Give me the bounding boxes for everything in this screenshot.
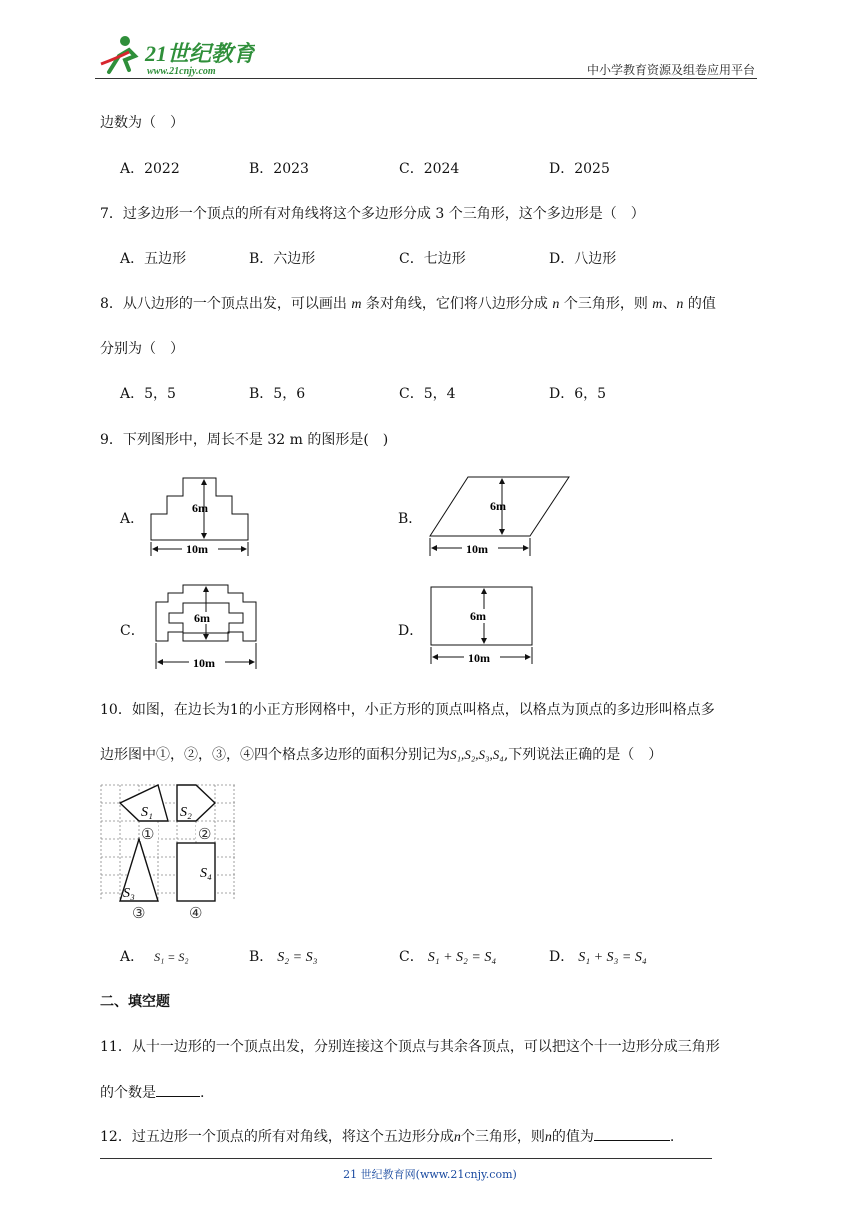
svg-text:6m: 6m <box>194 611 210 625</box>
q8-option-c[interactable]: C．5，4 <box>399 386 456 402</box>
q7-option-d[interactable]: D．八边形 <box>549 251 617 267</box>
q11-answer-blank[interactable] <box>156 1082 200 1097</box>
q6-option-c[interactable]: C．2024 <box>399 161 460 177</box>
svg-text:③: ③ <box>132 906 146 920</box>
svg-text:S₃: S₃ <box>123 886 135 901</box>
q10-option-a[interactable]: A． S₁ = S₂ <box>120 949 189 965</box>
logo-url: www.21cnjy.com <box>147 66 216 77</box>
q6-option-a[interactable]: A．2022 <box>120 161 180 177</box>
svg-text:10m: 10m <box>466 542 488 556</box>
header-divider <box>95 78 757 79</box>
q10-grid-figure <box>100 784 240 924</box>
q9-text: 9．下列图形中，周长不是 32 m 的图形是( ) <box>100 432 389 448</box>
q6-option-d[interactable]: D．2025 <box>549 161 610 177</box>
svg-text:S₄: S₄ <box>200 866 212 881</box>
logo-text: 21世纪教育 <box>145 41 255 66</box>
q8-option-b[interactable]: B．5，6 <box>249 386 306 402</box>
q8-option-d[interactable]: D．6，5 <box>549 386 607 402</box>
q7-option-a[interactable]: A．五边形 <box>120 251 187 267</box>
runner-icon <box>101 36 135 72</box>
svg-text:S₂: S₂ <box>180 805 192 820</box>
q8-option-a[interactable]: A．5，5 <box>120 386 176 402</box>
q9-option-a[interactable]: A． <box>120 511 145 527</box>
platform-name: 中小学教育资源及组卷应用平台 <box>586 63 755 77</box>
svg-text:6m: 6m <box>192 501 208 515</box>
q12-text: 12．过五边形一个顶点的所有对角线，将这个五边形分成n个三角形，则n的值为 . <box>100 1126 674 1146</box>
q9-option-b[interactable]: B． <box>398 511 423 527</box>
q11-text-line1: 11．从十一边形的一个顶点出发，分别连接这个顶点与其余各顶点，可以把这个十一边形分成三角形 <box>100 1039 720 1055</box>
q8-text: 8．从八边形的一个顶点出发，可以画出 m 条对角线，它们将八边形分成 n 个三角形，则 m、n 的值 <box>100 296 716 312</box>
q10-option-b[interactable]: B． S₂ = S₃ <box>249 949 318 965</box>
q7-option-b[interactable]: B．六边形 <box>249 251 316 267</box>
q10-text-line2: 边形图中①，②，③，④四个格点多边形的面积分别记为S₁,S₂,S₃,S₄,下列说法正确的是（ ） <box>100 747 663 763</box>
svg-text:6m: 6m <box>490 499 506 513</box>
svg-text:10m: 10m <box>186 542 208 556</box>
q7-option-c[interactable]: C．七边形 <box>399 251 466 267</box>
footer-divider <box>100 1158 712 1159</box>
svg-text:6m: 6m <box>470 609 486 623</box>
q10-option-d[interactable]: D． S₁ + S₃ = S₄ <box>549 949 647 965</box>
q9-option-d[interactable]: D． <box>398 623 424 639</box>
q6-tail: 边数为（ ） <box>100 115 184 131</box>
section-heading: 二、填空题 <box>100 994 170 1010</box>
svg-text:②: ② <box>198 827 212 843</box>
q10-option-c[interactable]: C． S₁ + S₂ = S₄ <box>399 949 497 965</box>
q9-option-c[interactable]: C． <box>120 623 145 639</box>
q10-text-line1: 10．如图，在边长为1的小正方形网格中，小正方形的顶点叫格点，以格点为顶点的多边形叫格点多 <box>100 702 715 718</box>
svg-text:10m: 10m <box>468 651 490 665</box>
q9-figure-b <box>428 474 572 564</box>
q9-figure-d <box>428 585 538 671</box>
footer-text: 21 世纪教育网(www.21cnjy.com) <box>343 1168 517 1181</box>
svg-text:S₁: S₁ <box>141 805 153 820</box>
svg-text:①: ① <box>141 827 155 843</box>
q8-text-line2: 分别为（ ） <box>100 341 184 357</box>
svg-text:④: ④ <box>189 906 203 920</box>
q9-figure-c <box>153 583 263 677</box>
q7-text: 7．过多边形一个顶点的所有对角线将这个多边形分成 3 个三角形，这个多边形是（ ） <box>100 206 645 222</box>
q9-figure-a <box>148 474 253 564</box>
q11-text-line2: 的个数是 . <box>100 1082 204 1102</box>
q12-answer-blank[interactable] <box>594 1126 670 1141</box>
svg-text:10m: 10m <box>193 656 215 670</box>
site-logo <box>95 34 255 78</box>
q6-option-b[interactable]: B．2023 <box>249 161 309 177</box>
